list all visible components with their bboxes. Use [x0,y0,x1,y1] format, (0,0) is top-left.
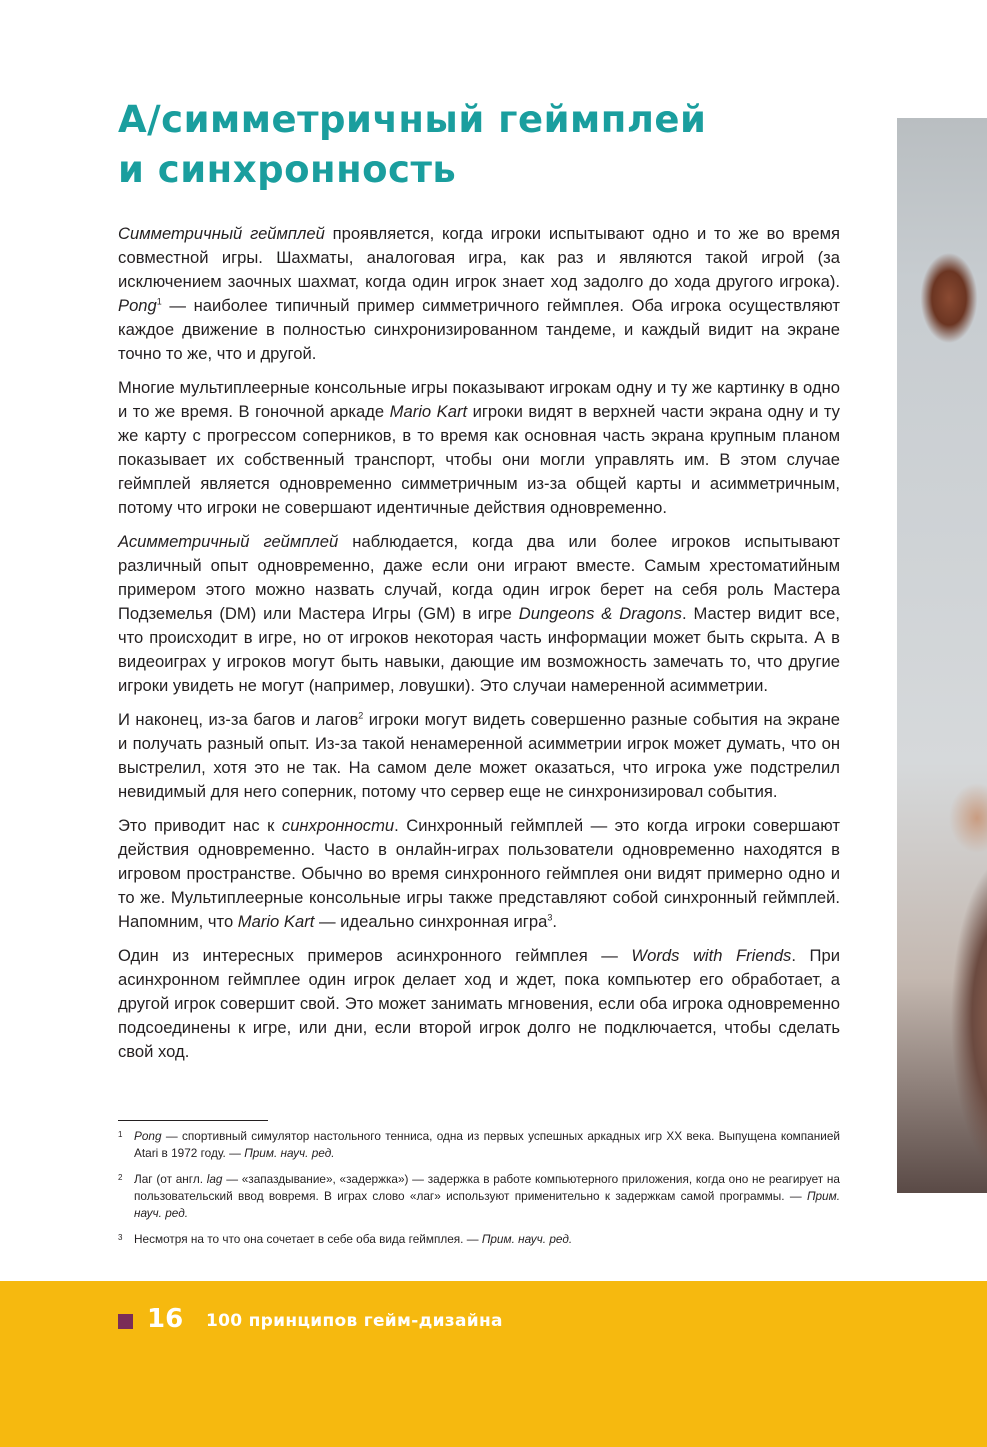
footnote-ref-2: 2 [358,710,364,721]
page-title [118,95,858,195]
text-span: . [552,912,557,931]
game-title-words-with-friends: Words with Friends [631,946,792,965]
text-span: проявляется, когда игроки испытывают одно и то же во время совместной игры. Шахматы, аналоговая игра, как раз и являются такой игрой (за исключением заочных шахмат, когда один игрок знает ход задолго до хода другого игрока). [118,224,840,291]
text-span: игроки могут видеть совершенно разные события на экране и получать разный опыт. Из-за такой ненамеренной асимметрии игрок может думать, что он выстрелил, хотя это не так. На самом деле может оказаться, что игрока уже подстрелил невидимый для него соперник, потому что сервер еще не синхронизировал события. [118,710,840,801]
text-span: И наконец, из-за багов и лагов [118,710,359,729]
paragraph-3 [118,530,840,698]
text-span: Это приводит нас к [118,816,282,835]
text-span: Несмотря на то что она сочетает в себе оба вида геймплея. — [134,1232,482,1246]
paragraph-4 [118,708,840,804]
text-span: Один из интересных примеров асинхронного геймплея — [118,946,632,965]
main-text [118,222,840,1074]
title-line-2: и синхронность [118,148,457,191]
text-span: . Синхронный геймплей — это когда игроки совершают действия одновременно. Часто в онлайн-играх пользователи одновременно находятся в игровом пространстве. Обычно во время синхронного геймплея они видят примерно одно и то же. Мультиплеерные консольные игры также представляют собой синхронный геймплей. Напомним, что [118,816,840,931]
text-span: — наиболее типичный пример симметричного геймплея. Оба игрока осуществляют каждое движение в полностью синхронизированном тандеме, и каждый видит на экране точно то же, что и другой. [118,296,840,363]
text-span: . При асинхронном геймплее один игрок делает ход и ждет, пока компьютер его обработает, а другой игрок совершит свой. Это может занимать мгновения, если оба игрока одновременно подсоединены к игре, или дни, если второй игрок долго не подключается, чтобы сделать свой ход. [118,946,840,1061]
footnote-number: 2 [118,1173,123,1182]
game-title-dnd: Dungeons & Dragons [518,604,682,623]
footnote-ref-3: 3 [547,912,553,923]
game-title-mario-kart: Mario Kart [389,402,468,421]
footnotes [118,1128,840,1257]
text-span: lag [206,1172,223,1186]
text-span: Pong [134,1129,162,1143]
footnote-2 [118,1171,840,1222]
side-photo [897,118,987,1193]
text-span: — «запаздывание», «задержка») — задержка в работе компьютерного приложения, когда оно не реагирует на пользовательский ввод вовремя. В играх слово «лаг» используют применительно к задержкам самой программы. — [134,1172,840,1203]
paragraph-2 [118,376,840,520]
text-span: — спортивный симулятор настольного тенниса, одна из первых успешных аркадных игр XX века. Выпущена компанией Atari в 1972 году. — [134,1129,840,1160]
footnote-ref-1: 1 [156,296,162,307]
paragraph-1 [118,222,840,366]
paragraph-6 [118,944,840,1064]
term-symmetric: Симметричный геймплей [118,224,325,243]
title-line-1: А/симметричный геймплей [118,98,707,141]
text-span: Прим. науч. ред. [481,1232,573,1246]
game-title-mario-kart: Mario Kart [237,912,315,931]
text-span: Лаг (от англ. [134,1172,207,1186]
book-title: 100 принципов гейм-дизайна [206,1311,503,1331]
text-span: Многие мультиплеерные консольные игры показывают игрокам одну и ту же картинку в одно и то же время. В гоночной аркаде [118,378,840,421]
game-title-pong: Pong [118,296,157,315]
footer-band [0,1281,987,1447]
page-number: 16 [147,1304,184,1334]
footnote-divider [118,1120,268,1121]
term-synchronicity: синхронности [281,816,395,835]
text-span: наблюдается, когда два или более игроков испытывают различный опыт одновременно, даже если они играют вместе. Самым хрестоматийным примером этого можно назвать случай, когда один игрок берет на себя роль Мастера Подземелья (DM) или Мастера Игры (GM) в игре [118,532,840,623]
footnote-number: 3 [118,1233,123,1242]
text-span: — идеально синхронная игра [314,912,548,931]
footnote-3 [118,1231,840,1248]
footnote-1 [118,1128,840,1162]
footer-square-marker [118,1314,133,1329]
text-span: игроки видят в верхней части экрана одну и ту же карту с прогрессом соперников, в то время как основная часть экрана крупным планом показывает их собственный транспорт, чтобы они могли управлять им. В этом случае геймплей является одновременно симметричным из-за общей карты и асимметричным, потому что игроки не совершают идентичные действия одновременно. [118,402,840,517]
term-asymmetric: Асимметричный геймплей [118,532,339,551]
text-span: . Мастер видит все, что происходит в игре, но от игроков некоторая часть информации может быть скрыта. А в видеоиграх у игроков могут быть навыки, дающие им возможность замечать то, что другие игроки увидеть не могут (например, ловушки). Это случаи намеренной асимметрии. [118,604,840,695]
paragraph-5 [118,814,840,934]
text-span: Прим. науч. ред. [244,1146,335,1160]
text-span: Прим. науч. ред. [134,1189,840,1220]
footnote-number: 1 [118,1130,123,1139]
